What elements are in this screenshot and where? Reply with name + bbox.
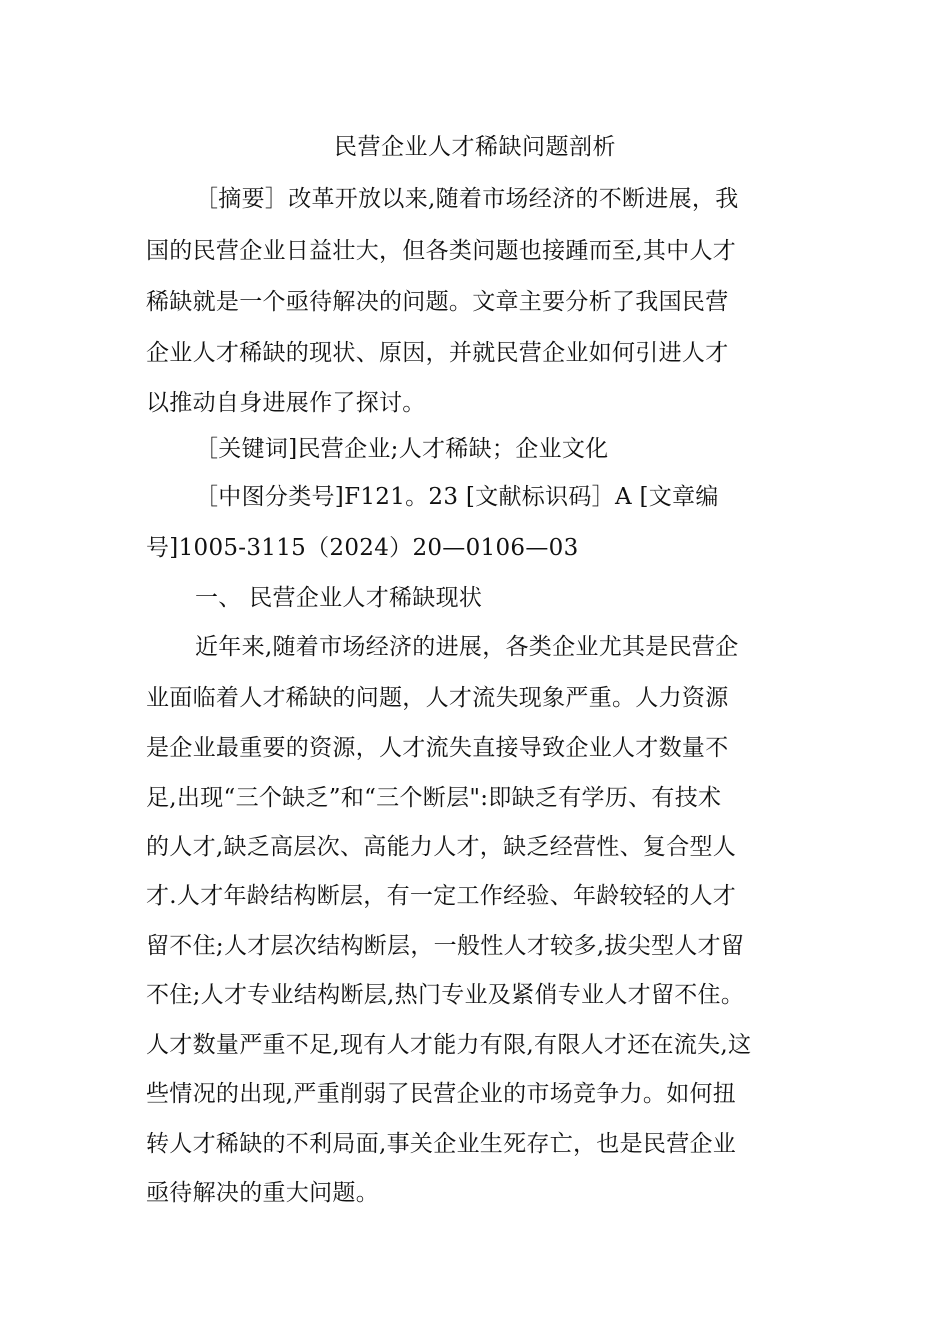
document-title: 民营企业人才稀缺问题剖析: [334, 134, 616, 160]
body-line: 转人才稀缺的不利局面,事关企业生死存亡，也是民营企业: [146, 1131, 737, 1157]
body-line: 留不住;人才层次结构断层，一般性人才较多,拔尖型人才留: [146, 933, 745, 959]
body-line: 的人才,缺乏高层次、高能力人才，缺乏经营性、复合型人: [146, 834, 737, 860]
body-line: 足,出现“三个缺乏”和“三个断层":即缺乏有学历、有技术: [146, 785, 722, 811]
section-heading: 一、 民营企业人才稀缺现状: [195, 585, 483, 611]
body-line: 不住;人才专业结构断层,热门专业及紧俏专业人才留不住。: [146, 982, 745, 1008]
body-line: 些情况的出现,严重削弱了民营企业的市场竞争力。如何扭: [146, 1081, 737, 1107]
abstract-line: 企业人才稀缺的现状、原因，并就民营企业如何引进人才: [146, 340, 729, 366]
keywords-line: ［关键词]民营企业;人才稀缺；企业文化: [195, 436, 609, 462]
classification-line: ［中图分类号]F121。23 [文献标识码］A [文章编: [195, 484, 719, 510]
body-line: 人才数量严重不足,现有人才能力有限,有限人才还在流失,这: [146, 1032, 752, 1058]
body-line: 才.人才年龄结构断层，有一定工作经验、年龄较轻的人才: [146, 883, 737, 909]
abstract-line: 稀缺就是一个亟待解决的问题。文章主要分析了我国民营: [146, 289, 729, 315]
abstract-line: ［摘要］改革开放以来,随着市场经济的不断进展，我: [195, 186, 739, 212]
body-line: 近年来,随着市场经济的进展，各类企业尤其是民营企: [195, 634, 739, 660]
body-line: 亟待解决的重大问题。: [146, 1180, 379, 1206]
abstract-line: 以推动自身进展作了探讨。: [146, 390, 426, 416]
abstract-line: 国的民营企业日益壮大，但各类问题也接踵而至,其中人才: [146, 238, 737, 264]
classification-line: 号]1005-3115（2024）20—0106—03: [146, 535, 579, 561]
body-line: 是企业最重要的资源，人才流失直接导致企业人才数量不: [146, 735, 729, 761]
body-line: 业面临着人才稀缺的问题，人才流失现象严重。人力资源: [146, 685, 729, 711]
